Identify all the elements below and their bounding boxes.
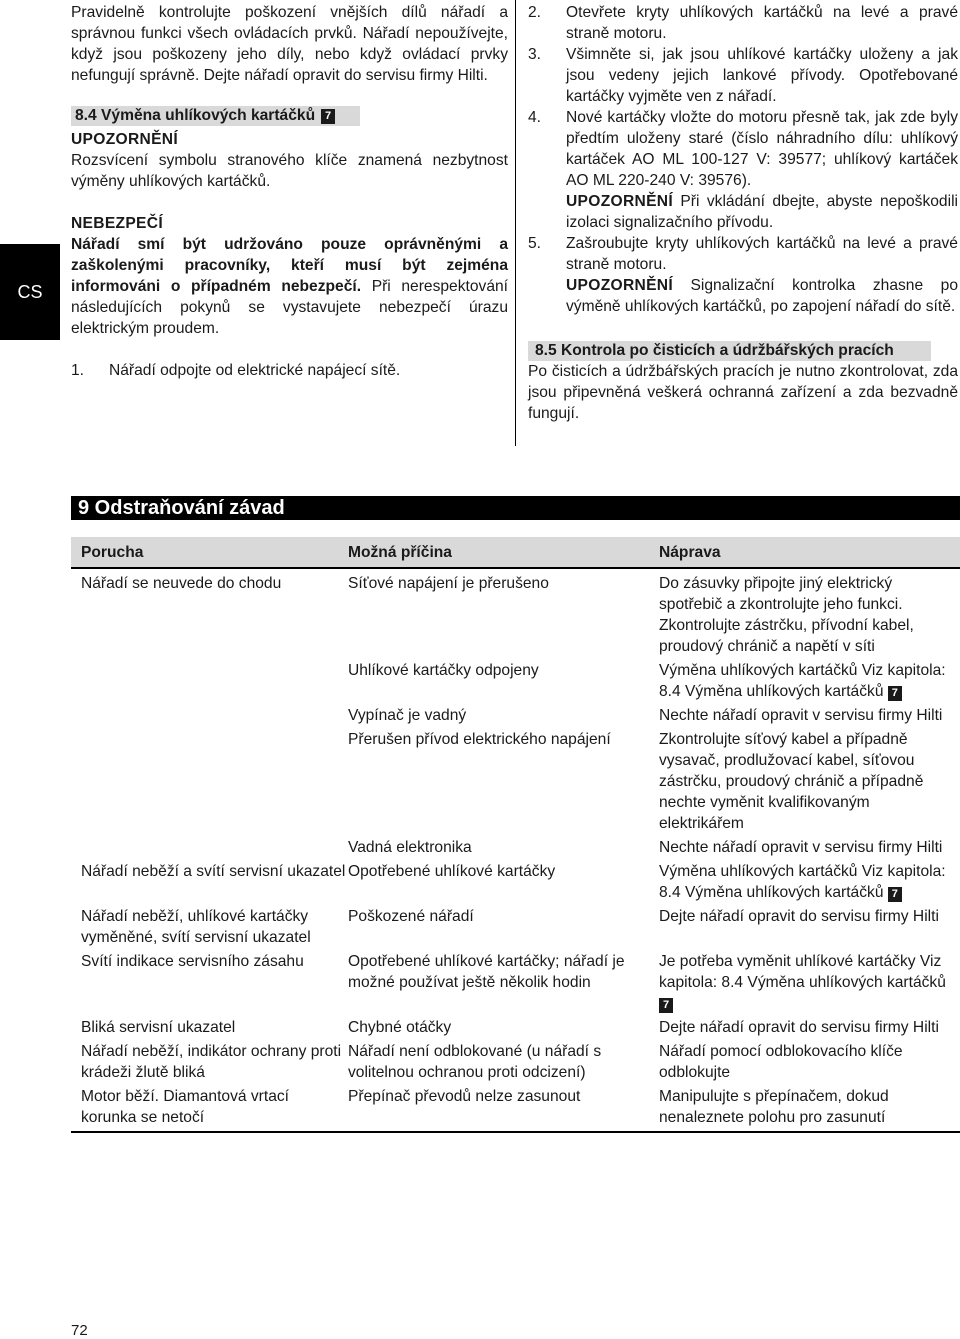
table-row <box>71 573 960 657</box>
cell-cause: Opotřebené uhlíkové kartáčky <box>348 863 556 880</box>
list-item <box>528 107 958 233</box>
table-row <box>71 951 960 1014</box>
list-item <box>528 233 958 317</box>
table-row <box>71 906 960 948</box>
step-number: 5. <box>528 235 542 252</box>
section-text: Po čisticích a údržbářských pracích je nutno zkontrolovat, zda jsou připevněná veškerá ochranná zařízení a zda bezvadně fungují. <box>528 363 958 422</box>
notice-text: Rozsvícení symbolu stranového klíče znamená nezbytnost výměny uhlíkových kartáčků. <box>71 152 508 190</box>
cell-fault <box>71 705 348 726</box>
step-text: Otevřete kryty uhlíkových kartáčků na levé a pravé straně motoru. <box>566 4 958 42</box>
column-divider <box>515 0 516 446</box>
cell-fault: Svítí indikace servisního zásahu <box>81 953 304 970</box>
header-cause: Možná příčina <box>348 543 452 561</box>
step-text: Nové kartáčky vložte do motoru přesně tak, jak zde byly předtím uloženy staré (číslo náhradního dílu: uhlíkový kartáček AO ML 100-127 V: 39577; uhlíkový kartáček AO ML 220-240 V: 39576). <box>566 109 958 189</box>
section-heading-8-5 <box>528 341 931 361</box>
table-row <box>71 1017 960 1038</box>
table-row <box>71 1041 960 1083</box>
cell-fault: Bliká servisní ukazatel <box>81 1019 236 1036</box>
danger-text: Při nerespektování následujících pokynů se vystavujete nebezpečí úrazu elektrickým proudem. <box>71 278 509 337</box>
table-row <box>71 729 960 834</box>
notice-heading: UPOZORNĚNÍ <box>71 131 178 148</box>
danger-paragraph <box>71 234 508 339</box>
section-title: 8.4 Výměna uhlíkových kartáčků <box>75 107 316 124</box>
page-number: 72 <box>71 1322 88 1339</box>
step-note-label: UPOZORNĚNÍ <box>566 277 673 294</box>
cell-remedy <box>659 861 960 903</box>
figure-ref-badge: 7 <box>659 998 673 1013</box>
step-number: 4. <box>528 109 542 126</box>
cell-cause: Opotřebené uhlíkové kartáčky; nářadí je možné používat ještě několik hodin <box>348 953 625 991</box>
step-number: 2. <box>528 4 542 21</box>
intro-paragraph: Pravidelně kontrolujte poškození vnějších dílů nářadí a správnou funkci všech ovládacích prvků. Nářadí nepoužívejte, když jsou poškozeny jeho díly, nebo když ovládací prvky nefungují správně. Dejte nářadí opravit do servisu firmy Hilti. <box>71 4 508 84</box>
cell-remedy: Nechte nářadí opravit v servisu firmy Hilti <box>659 839 943 856</box>
step-text: Zašroubujte kryty uhlíkových kartáčků na levé a pravé straně motoru. <box>566 235 958 273</box>
figure-ref-badge: 7 <box>888 887 902 902</box>
step-number: 1. <box>71 362 85 379</box>
cell-cause: Poškozené nářadí <box>348 908 474 925</box>
cell-remedy: Dejte nářadí opravit do servisu firmy Hilti <box>659 1019 939 1036</box>
section-title: 8.5 Kontrola po čisticích a údržbářských pracích <box>535 342 894 359</box>
cell-cause: Síťové napájení je přerušeno <box>348 575 549 592</box>
cell-fault: Motor běží. Diamantová vrtací korunka se netočí <box>81 1088 289 1126</box>
table-row <box>71 705 960 726</box>
list-item <box>528 44 958 107</box>
cell-fault <box>71 837 348 858</box>
step-number: 3. <box>528 46 542 63</box>
step-note-text: Při vkládání dbejte, abyste nepoškodili izolaci signalizačního přívodu. <box>566 193 958 231</box>
list-item <box>71 360 508 381</box>
left-column <box>71 2 508 381</box>
step-text: Všimněte si, jak jsou uhlíkové kartáčky uloženy a jak jsou vedeny jejich lankové přívody. Opotřebované kartáčky vyjměte ven z nářadí. <box>566 46 958 105</box>
cell-remedy: Manipulujte s přepínačem, dokud nenaleznete polohu pro zasunutí <box>659 1088 889 1126</box>
cell-cause: Přepínač převodů nelze zasunout <box>348 1088 581 1105</box>
steps-list-right <box>528 2 958 317</box>
header-fault: Porucha <box>81 543 144 561</box>
cell-fault: Nářadí neběží, uhlíkové kartáčky vyměněné, svítí servisní ukazatel <box>81 908 311 946</box>
danger-bold-text: Nářadí smí být udržováno pouze oprávněnými a zaškolenými pracovníky, kteří musí být zejména informováni o případném nebezpečí. <box>71 236 508 295</box>
cell-remedy: Nechte nářadí opravit v servisu firmy Hilti <box>659 707 943 724</box>
steps-list-left <box>71 360 508 381</box>
chapter-title: 9 Odstraňování závad <box>71 496 960 520</box>
cell-fault <box>71 729 348 834</box>
cell-remedy-text: Je potřeba vyměnit uhlíkové kartáčky Viz kapitola: 8.4 Výměna uhlíkových kartáčků <box>659 953 946 991</box>
language-tab: CS <box>0 244 60 340</box>
cell-cause: Chybné otáčky <box>348 1019 452 1036</box>
step-text: Nářadí odpojte od elektrické napájecí sítě. <box>109 362 401 379</box>
list-item <box>528 2 958 44</box>
cell-remedy <box>659 660 960 702</box>
step-body <box>566 107 958 233</box>
figure-ref-badge: 7 <box>888 686 902 701</box>
cell-cause: Vadná elektronika <box>348 839 472 856</box>
table-row <box>71 861 960 903</box>
table-row <box>71 1086 960 1128</box>
cell-cause: Vypínač je vadný <box>348 707 467 724</box>
cell-fault: Nářadí se neuvede do chodu <box>81 575 282 592</box>
troubleshooting-table <box>71 537 960 1133</box>
cell-remedy: Nářadí pomocí odblokovacího klíče odblokujte <box>659 1043 903 1081</box>
cell-cause: Uhlíkové kartáčky odpojeny <box>348 662 539 679</box>
cell-fault: Nářadí neběží a svítí servisní ukazatel <box>81 863 346 880</box>
cell-remedy: Dejte nářadí opravit do servisu firmy Hilti <box>659 908 939 925</box>
step-body <box>566 233 958 317</box>
table-row <box>71 837 960 858</box>
header-remedy: Náprava <box>659 543 721 561</box>
cell-remedy-text: Výměna uhlíkových kartáčků Viz kapitola: 8.4 Výměna uhlíkových kartáčků <box>659 662 946 700</box>
table-row <box>71 660 960 702</box>
step-note-label: UPOZORNĚNÍ <box>566 193 673 210</box>
cell-cause: Přerušen přívod elektrického napájení <box>348 731 611 748</box>
table-header <box>71 537 960 569</box>
figure-ref-badge: 7 <box>321 109 335 124</box>
cell-fault: Nářadí neběží, indikátor ochrany proti krádeži žlutě bliká <box>81 1043 342 1081</box>
cell-remedy-text: Výměna uhlíkových kartáčků Viz kapitola: 8.4 Výměna uhlíkových kartáčků <box>659 863 946 901</box>
step-note-text: Signalizační kontrolka zhasne po výměně uhlíkových kartáčků, po zapojení nářadí do sítě. <box>566 277 958 315</box>
right-column <box>528 2 958 424</box>
danger-heading: NEBEZPEČÍ <box>71 215 163 232</box>
cell-cause: Nářadí není odblokované (u nářadí s volitelnou ochranou proti odcizení) <box>348 1043 602 1081</box>
cell-remedy <box>659 951 960 1014</box>
cell-fault <box>71 660 348 702</box>
cell-remedy: Zkontrolujte síťový kabel a případně vysavač, prodlužovací kabel, síťovou zástrčku, proudový chránič a případně nechte vyměnit kvalifikovaným elektrikářem <box>659 731 924 832</box>
table-bottom-rule <box>71 1131 960 1133</box>
cell-remedy: Do zásuvky připojte jiný elektrický spotřebič a zkontrolujte jeho funkci. Zkontrolujte zástrčku, přívodní kabel, proudový chránič a napětí v síti <box>659 575 914 655</box>
section-heading-8-4 <box>71 106 360 126</box>
